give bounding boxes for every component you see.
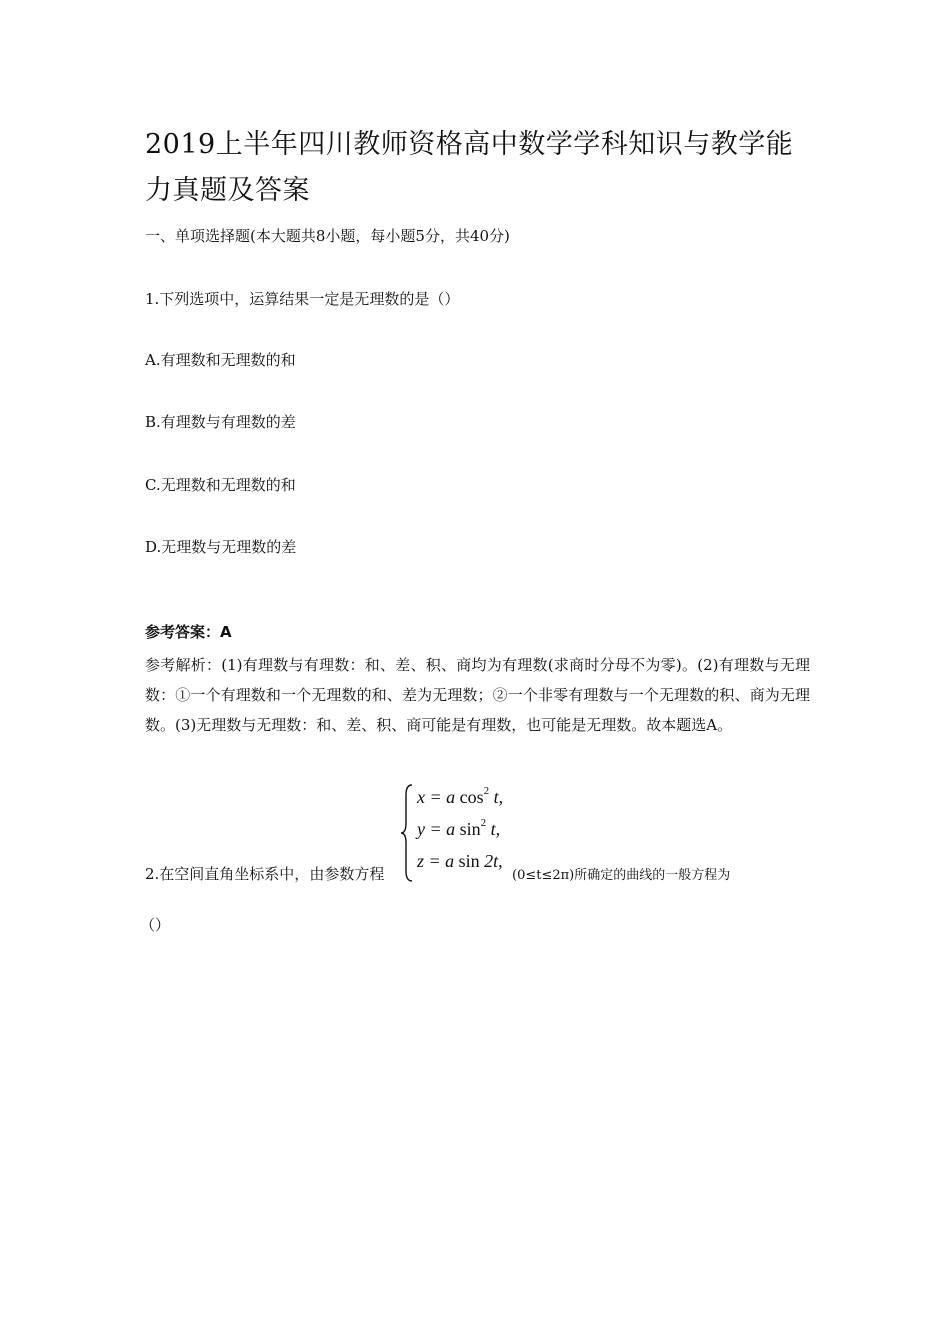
question-2-blank: （） bbox=[140, 916, 171, 934]
equation-lhs: x = a bbox=[417, 787, 456, 807]
question-1-option-a: A.有理数和无理数的和 bbox=[145, 351, 296, 369]
question-1-option-d: D.无理数与无理数的差 bbox=[145, 538, 297, 556]
question-1-analysis: 参考解析：(1)有理数与有理数：和、差、积、商均为有理数(求商时分母不为零)。(2)有理数与无理数：①一个有理数和一个无理数的和、差为无理数；②一个非零有理数与一个无理数的积、商为无理数。(3)无理数与无理数：和、差、积、商可能是有理数，也可能是无理数。故本题选A。 bbox=[145, 656, 810, 734]
question-2-stem-suffix: (0≤t≤2π)所确定的曲线的一般方程为 bbox=[512, 868, 731, 883]
equation-lhs: y = a bbox=[417, 819, 456, 839]
equation-function: cos bbox=[459, 787, 484, 807]
equation-exponent: 2 bbox=[483, 785, 490, 797]
question-1-option-c: C.无理数和无理数的和 bbox=[145, 476, 296, 494]
document-title: 2019上半年四川教师资格高中数学学科知识与教学能力真题及答案 bbox=[145, 129, 794, 206]
question-2-stem-prefix: 2.在空间直角坐标系中，由参数方程 bbox=[145, 865, 385, 883]
equation-brace bbox=[400, 783, 414, 883]
equation-function: sin bbox=[459, 819, 481, 839]
section-heading: 一、单项选择题(本大题共8小题，每小题5分，共40分) bbox=[145, 227, 510, 245]
equation-exponent: 2 bbox=[480, 817, 487, 829]
equation-line-z bbox=[417, 850, 503, 872]
equation-line-y bbox=[417, 818, 500, 840]
equation-rest: t, bbox=[489, 787, 504, 807]
equation-lhs: z = a bbox=[417, 851, 455, 871]
equation-line-x bbox=[417, 786, 503, 808]
question-1-stem: 1.下列选项中，运算结果一定是无理数的是（） bbox=[145, 290, 460, 308]
equation-rest: 2t, bbox=[479, 851, 503, 871]
equation-rest: t, bbox=[486, 819, 501, 839]
question-1-answer: 参考答案：A bbox=[145, 623, 232, 641]
equation-function: sin bbox=[458, 851, 480, 871]
question-1-option-b: B.有理数与有理数的差 bbox=[145, 413, 296, 431]
